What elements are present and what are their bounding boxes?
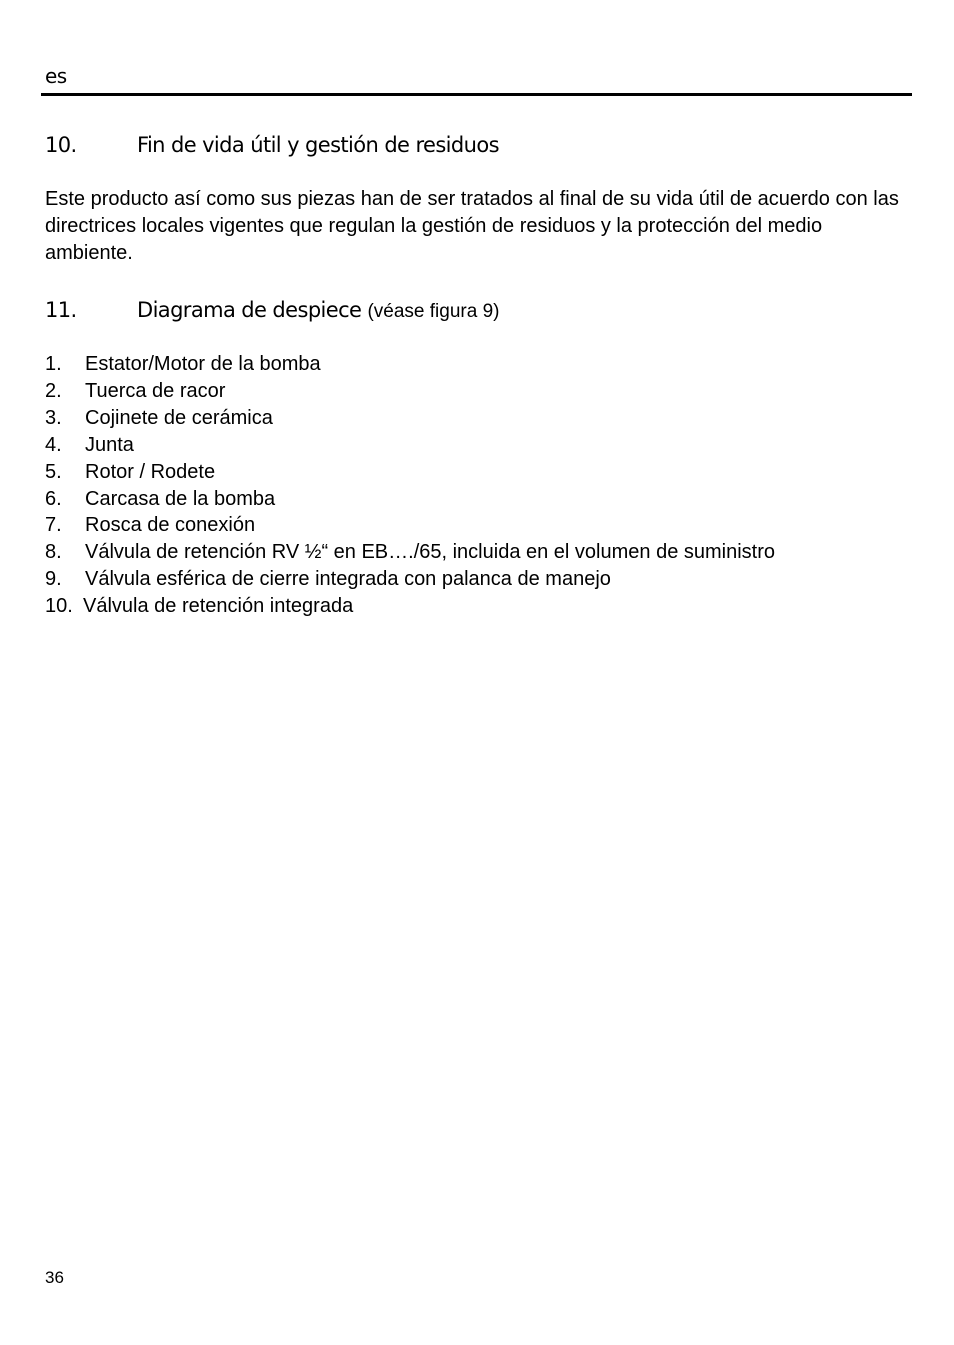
list-item-text: Válvula de retención integrada xyxy=(83,595,354,618)
list-item xyxy=(45,512,775,539)
section-10-number: 10. xyxy=(45,133,77,157)
list-item-text: Válvula de retención RV ½“ en EB…./65, incluida en el volumen de suministro xyxy=(85,541,776,564)
list-item-number: 5. xyxy=(45,460,62,483)
section-11-figure-reference: (véase figura 9) xyxy=(367,301,500,322)
list-item-text: Rosca de conexión xyxy=(85,514,256,537)
list-item xyxy=(45,486,775,513)
page-number: 36 xyxy=(45,1268,64,1287)
list-item-text: Carcasa de la bomba xyxy=(85,487,276,510)
section-10-heading xyxy=(45,132,499,158)
header-rule xyxy=(41,93,912,96)
list-item-text: Estator/Motor de la bomba xyxy=(85,353,321,375)
list-item-text: Válvula esférica de cierre integrada con palanca de manejo xyxy=(85,568,611,591)
list-item xyxy=(45,593,775,620)
list-item-text: Tuerca de racor xyxy=(85,379,226,402)
section-11-number: 11. xyxy=(45,298,77,322)
list-item-number: 3. xyxy=(45,406,62,429)
list-item-number: 4. xyxy=(45,433,62,456)
list-item xyxy=(45,566,775,593)
list-item xyxy=(45,459,775,486)
section-11-heading xyxy=(45,297,499,325)
list-item xyxy=(45,539,775,566)
list-item-number: 2. xyxy=(45,379,62,402)
list-item xyxy=(45,405,775,432)
language-tag: es xyxy=(45,64,67,88)
list-item-number: 1. xyxy=(45,353,62,375)
section-10-title: Fin de vida útil y gestión de residuos xyxy=(137,133,499,157)
section-10-body: Este producto así como sus piezas han de ser tratados al final de su vida útil de acuerdo con las directrices locales vigentes que regulan la gestión de residuos y la protección del medio ambiente. xyxy=(45,188,899,264)
list-item-number: 7. xyxy=(45,514,62,537)
list-item xyxy=(45,351,775,378)
list-item-text: Cojinete de cerámica xyxy=(85,406,273,429)
section-11-title: Diagrama de despiece xyxy=(137,298,362,322)
list-item-text: Rotor / Rodete xyxy=(85,460,216,483)
list-item xyxy=(45,432,775,459)
list-item-number: 9. xyxy=(45,568,62,591)
list-item-number: 6. xyxy=(45,487,62,510)
list-item xyxy=(45,378,775,405)
list-item-number: 8. xyxy=(45,541,62,564)
parts-list xyxy=(45,351,775,620)
list-item-text: Junta xyxy=(85,433,134,456)
list-item-number: 10. xyxy=(45,595,73,618)
